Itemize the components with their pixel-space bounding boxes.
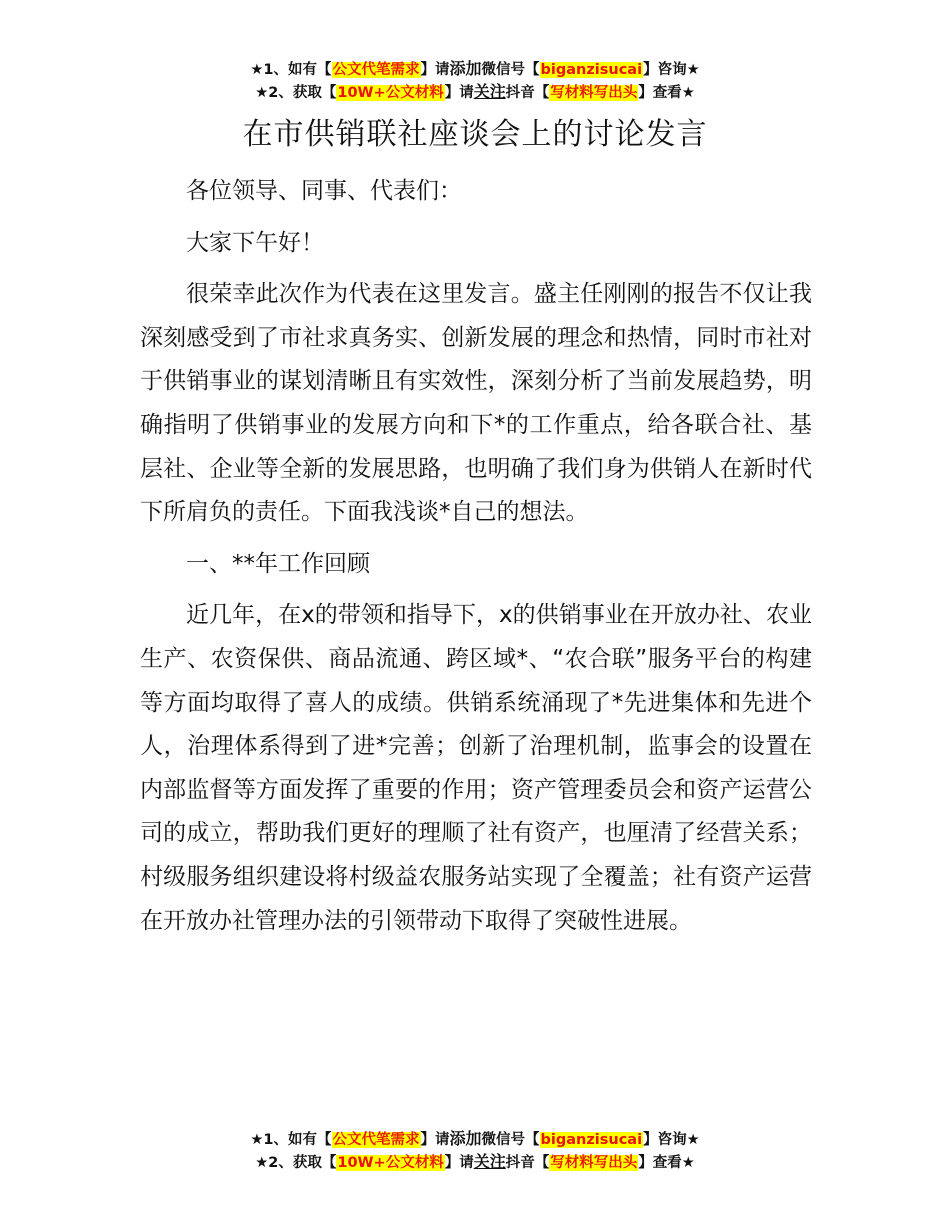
footer-highlight-ghostwriting: 公文代笔需求: [332, 1132, 420, 1148]
footer-line-2-mid2: 抖音【: [505, 1155, 550, 1171]
footer-line-2-prefix: ★2、获取【: [255, 1155, 337, 1171]
promo-highlight-douyin-account: 写材料写出头: [550, 85, 638, 101]
header-promo-banner: [0, 58, 950, 104]
footer-line-1-mid: 】请: [420, 1132, 450, 1148]
footer-line-1-emphasis: 添加: [449, 1129, 482, 1148]
footer-line-2-suffix: 】查看★: [638, 1155, 695, 1171]
promo-line-2-suffix: 】查看★: [638, 85, 695, 101]
footer-promo-line-1: [0, 1128, 950, 1151]
promo-line-1-mid: 】请: [420, 62, 450, 78]
section-heading: 一、**年工作回顾: [186, 550, 370, 577]
promo-line-1-suffix: 】咨询★: [643, 62, 700, 78]
footer-promo-line-2: [0, 1151, 950, 1174]
promo-line-2-mid2: 抖音【: [505, 85, 550, 101]
paragraph-review: 近几年，在x的带领和指导下，x的供销事业在开放办社、农业生产、农资保供、商品流通、跨区域*、“农合联”服务平台的构建等方面均取得了喜人的成绩。供销系统涌现了*先进集体和先进个人，治理体系得到了进*完善；创新了治理机制，监事会的设置在内部监督等方面发挥了重要的作用；资产管理委员会和资产运营公司的成立，帮助我们更好的理顺了社有资产，也厘清了经营关系；村级服务组织建设将村级益农服务站实现了全覆盖；社有资产运营在开放办社管理办法的引领带动下取得了突破性进展。: [140, 602, 812, 934]
footer-line-1-mid2: 微信号【: [481, 1132, 540, 1148]
promo-line-2-prefix: ★2、获取【: [255, 85, 337, 101]
promo-highlight-wechat-id: biganzisucai: [540, 62, 643, 78]
promo-line-1: [0, 58, 950, 81]
footer-line-1-suffix: 】咨询★: [643, 1132, 700, 1148]
salutation: 各位领导、同事、代表们：: [186, 178, 462, 204]
footer-line-1-prefix: ★1、如有【: [250, 1132, 332, 1148]
footer-highlight-materials: 10W+公文材料: [337, 1155, 444, 1171]
footer-highlight-wechat-id: biganzisucai: [540, 1132, 643, 1148]
promo-highlight-ghostwriting: 公文代笔需求: [332, 62, 420, 78]
promo-line-2-emphasis: 关注: [473, 82, 506, 101]
footer-promo-banner: [0, 1128, 950, 1174]
document-title: 在市供销联社座谈会上的讨论发言: [242, 117, 708, 152]
document-body: [140, 170, 812, 951]
promo-line-2-mid: 】请: [444, 85, 474, 101]
promo-line-1-emphasis: 添加: [449, 59, 482, 78]
paragraph-intro: 很荣幸此次作为代表在这里发言。盛主任刚刚的报告不仅让我深刻感受到了市社求真务实、创新发展的理念和热情，同时市社对于供销事业的谋划清晰且有实效性，深刻分析了当前发展趋势，明确指明了供销事业的发展方向和下*的工作重点，给各联合社、基层社、企业等全新的发展思路，也明确了我们身为供销人在新时代下所肩负的责任。下面我浅谈*自己的想法。: [140, 281, 812, 526]
promo-line-1-prefix: ★1、如有【: [250, 62, 332, 78]
footer-line-2-mid: 】请: [444, 1155, 474, 1171]
promo-line-1-mid2: 微信号【: [481, 62, 540, 78]
promo-highlight-materials: 10W+公文材料: [337, 85, 444, 101]
footer-highlight-douyin-account: 写材料写出头: [550, 1155, 638, 1171]
promo-line-2: [0, 81, 950, 104]
greeting: 大家下午好！: [186, 229, 324, 256]
footer-line-2-emphasis: 关注: [473, 1152, 506, 1171]
